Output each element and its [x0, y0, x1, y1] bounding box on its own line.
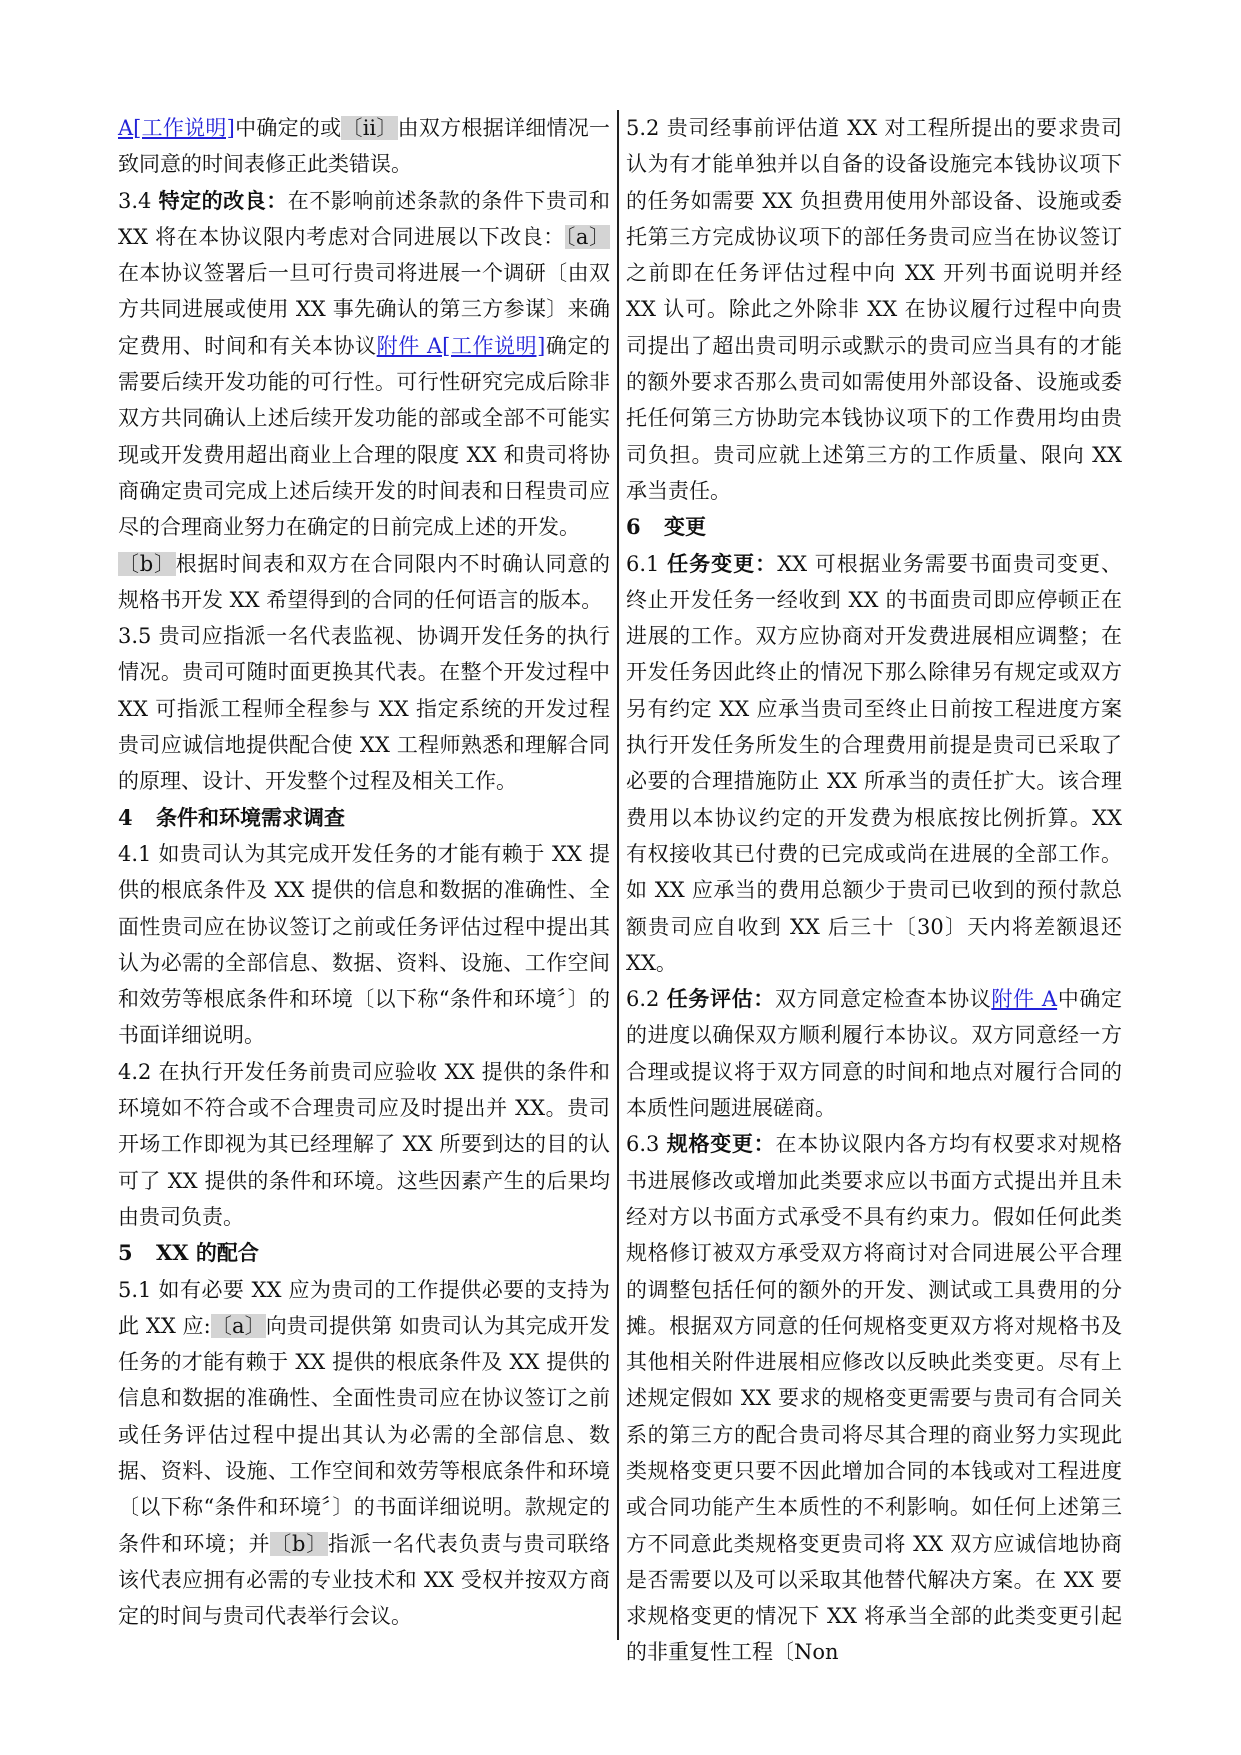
- appendix-link[interactable]: A[工作说明]: [118, 116, 235, 140]
- section-heading-6: [626, 509, 1122, 545]
- section-number: 4: [118, 804, 133, 830]
- text: 指派一名代表负责与贵司联络该代表应拥有必需的专业技术和 XX 受权并按双方商定的时间与贵司代表举行会议。: [118, 1531, 610, 1629]
- text: 在不影响前述条款的条件下贵司和 XX 将在本协议限内考虑对合同进展以下改良：: [118, 188, 611, 249]
- section-title: 变更: [664, 514, 706, 540]
- clause-5-2: 5.2 贵司经事前评估道 XX 对工程所提出的要求贵司认为有才能单独并以自备的设备设施完本钱协议项下的任务如需要 XX 负担费用使用外部设备、设施或委托第三方完成协议项下的部任务贵司应当在协议签订之前即在任务评估过程中向 XX 开列书面说明并经 XX 认可。除此之外除非 XX 在协议履行过程中向贵司提出了超出贵司明示或默示的贵司应当具有的才能的额外要求否那么贵司如需使用外部设备、设施或委托任何第三方协助完本钱协议项下的工作费用均由贵司负担。贵司应就上述第三方的工作质量、限向 XX 承当责任。: [626, 116, 1122, 503]
- text: 根据时间表和双方在合同限内不时确认同意的规格书开发 XX 希望得到的合同的任何语言的版本。: [118, 551, 610, 612]
- paragraph: [118, 110, 610, 183]
- clause-3-4-b: [118, 546, 610, 619]
- clause-6-3: [626, 1126, 1122, 1670]
- text: 在本协议限内各方均有权要求对规格书进展修改或增加此类要求应以书面方式提出并且未经对方以书面方式承受不具有约束力。假如任何此类规格修订被双方承受双方将商讨对合同进展公平合理的调整包括任何的额外的开发、测试或工具费用的分摊。根据双方同意的任何规格变更双方将对规格书及其他相关附件进展相应修改以反映此类变更。尽有上述规定假如 XX 要求的规格变更需要与贵司有合同关系的第三方的配合贵司将尽其合理的商业努力实现此类规格变更只要不因此增加合同的本钱或对工程进度或合同功能产生本质性的不利影响。如任何上述第三方不同意此类规格变更贵司将 XX 双方应诚信地协商是否需要以及可以采取其他替代解决方案。在 XX 要求规格变更的情况下 XX 将承当全部的此类变更引起的非重复性工程〔Non: [626, 1132, 1123, 1665]
- text: 确定的需要后续开发功能的可行性。可行性研究完成后除非双方共同确认上述后续开发功能的部或全部不可能实现或开发费用超出商业上合理的限度 XX 和贵司将协商确定贵司完成上述后续开发的时间表和日程贵司应尽的合理商业努力在确定的日前完成上述的开发。: [118, 333, 611, 540]
- text: 由双方根据详细情况一致同意的时间表修正此类错误。: [118, 116, 611, 177]
- section-title: 条件和环境需求调查: [156, 804, 345, 830]
- highlight-marker: 〔a〕: [210, 1313, 266, 1338]
- clause-title: 任务变更：: [667, 550, 778, 576]
- section-heading-4: [118, 800, 610, 836]
- clause-6-2: [626, 981, 1122, 1126]
- text: 在本协议签署后一旦可行贵司将进展一个调研〔由双方共同进展或使用 XX 事先确认的第三方参谋〕来确定费用、时间和有关本协议: [118, 261, 610, 358]
- clause-number: 3.4: [118, 188, 152, 213]
- clause-3-5: 3.5 贵司应指派一名代表监视、协调开发任务的执行情况。贵司可随时面更换其代表。在整个开发过程中 XX 可指派工程师全程参与 XX 指定系统的开发过程贵司应诚信地提供配合使 XX 工程师熟悉和理解合同的原理、设计、开发整个过程及相关工作。: [118, 624, 610, 794]
- clause-title: 任务评估：: [666, 986, 775, 1012]
- text: 双方同意定检查本协议: [774, 987, 992, 1012]
- clause-number: 6.1: [626, 551, 660, 576]
- section-number: 6: [626, 514, 641, 540]
- highlight-marker: 〔a〕: [564, 224, 610, 249]
- right-column: [626, 110, 1122, 1671]
- clause-title: 规格变更：: [666, 1131, 776, 1157]
- appendix-link[interactable]: 附件 A: [991, 987, 1058, 1012]
- clause-5-1: [118, 1272, 610, 1635]
- text: 向贵司提供第 如贵司认为其完成开发任务的才能有赖于 XX 提供的根底条件及 XX 提供的信息和数据的准确性、全面性贵司应在协议签订之前或任务评估过程中提出其认为必需的全部信息、数据、资料、设施、工作空间和效劳等根底条件和环境〔以下称“条件和环境〞〕的书面详细说明。款规定的条件和环境；并: [118, 1313, 610, 1556]
- clause-title: 特定的改良：: [158, 187, 288, 213]
- appendix-link[interactable]: 附件 A[工作说明]: [376, 333, 546, 358]
- section-title: XX 的配合: [156, 1240, 259, 1266]
- clause-3-4: [118, 183, 610, 546]
- clause-4-1: 4.1 如贵司认为其完成开发任务的才能有赖于 XX 提供的根底条件及 XX 提供的信息和数据的准确性、全面性贵司应在协议签订之前或任务评估过程中提出其认为必需的全部信息、数据、资料、设施、工作空间和效劳等根底条件和环境〔以下称“条件和环境〞〕的书面详细说明。: [118, 841, 610, 1048]
- text: 5.1 如有必要 XX 应为贵司的工作提供必要的支持为此 XX 应:: [118, 1277, 610, 1338]
- text: XX 可根据业务需要书面贵司变更、终止开发任务一经收到 XX 的书面贵司即应停顿正在进展的工作。双方应协商对开发费进展相应调整；在开发任务因此终止的情况下那么除律另有规定或双方另有约定 XX 应承当贵司至终止日前按工程进度方案执行开发任务所发生的合理费用前提是贵司已采取了必要的合理措施防止 XX 所承当的责任扩大。该合理费用以本协议约定的开发费为根底按比例折算。XX 有权接收其已付费的已完成或尚在进展的全部工作。如 XX 应承当的费用总额少于贵司已收到的预付款总额贵司应自收到 XX 后三十〔30〕天内将差额退还 XX。: [626, 551, 1123, 975]
- left-column: [118, 110, 610, 1634]
- column-divider: [617, 110, 619, 1640]
- clause-6-1: [626, 546, 1122, 982]
- clause-number: 6.3: [626, 1132, 660, 1157]
- highlight-marker: 〔b〕: [118, 551, 176, 576]
- clause-4-2: 4.2 在执行开发任务前贵司应验收 XX 提供的条件和环境如不符合或不合理贵司应及时提出并 XX。贵司开场工作即视为其已经理解了 XX 所要到达的目的认可了 XX 提供的条件和环境。这些因素产生的后果均由贵司负责。: [118, 1059, 610, 1229]
- text: 中确定的或: [234, 116, 342, 140]
- clause-number: 6.2: [626, 987, 660, 1012]
- section-heading-5: [118, 1235, 610, 1271]
- text: 中确定的进度以确保双方顺利履行本协议。双方同意经一方合理或提议将于双方同意的时间和地点对履行合同的本质性问题进展磋商。: [626, 987, 1123, 1121]
- highlight-marker: 〔b〕: [270, 1531, 328, 1556]
- highlight-marker: 〔ii〕: [341, 116, 398, 140]
- section-number: 5: [118, 1240, 133, 1266]
